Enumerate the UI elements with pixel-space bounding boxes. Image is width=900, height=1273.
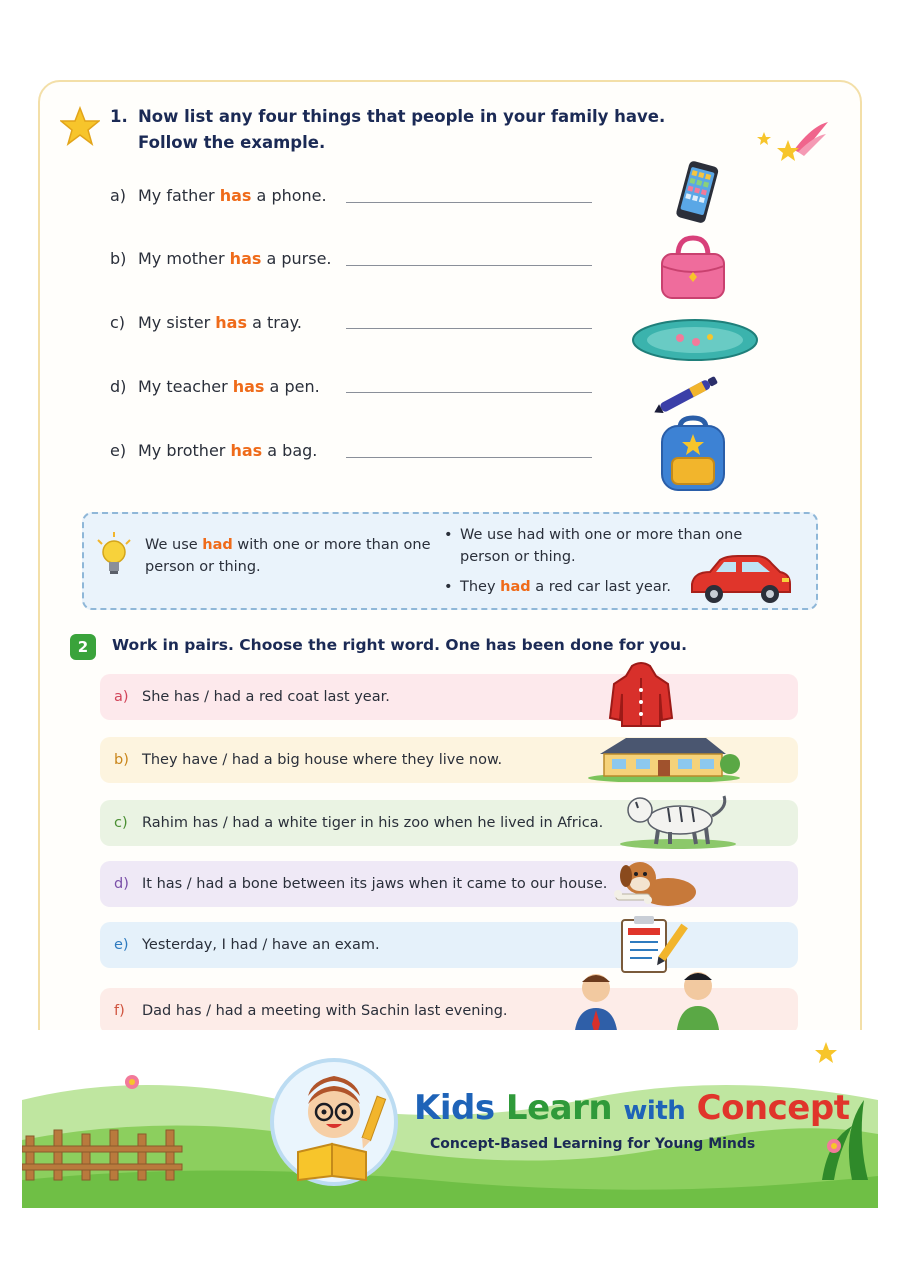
item-subject: My brother <box>138 440 226 460</box>
coat-icon <box>606 660 676 730</box>
brand-learn: Learn <box>505 1088 613 1128</box>
lightbulb-icon <box>94 532 134 580</box>
item-letter: e) <box>110 440 127 460</box>
item-verb: has <box>219 185 252 205</box>
brand-concept: Concept <box>696 1088 850 1128</box>
brand-title <box>414 1088 849 1128</box>
tip-after: with one or more than one person or thing. <box>145 537 431 575</box>
tip-bullet: • We use had with one or more than one person or thing. <box>444 524 764 568</box>
item-letter: c) <box>114 815 128 831</box>
item-object: a bag. <box>267 440 318 460</box>
item-letter: c) <box>110 312 126 332</box>
brand-kids: Kids <box>414 1088 495 1128</box>
item-subject: My teacher <box>138 376 228 396</box>
item-object: a purse. <box>266 248 332 268</box>
phone-icon <box>668 160 726 226</box>
item-letter: d) <box>114 876 129 892</box>
pen-icon <box>648 372 726 418</box>
item-object: a phone. <box>256 185 327 205</box>
item-verb: has <box>232 376 265 396</box>
item-object: a tray. <box>252 312 302 332</box>
tray-icon <box>630 316 760 364</box>
title-line-1: Now list any four things that people in your family have. <box>138 107 666 126</box>
item-letter: d) <box>110 376 127 396</box>
item-subject: My mother <box>138 248 225 268</box>
item-sentence[interactable]: They have / had a big house where they live now. <box>142 752 503 768</box>
tiger-icon <box>616 788 740 850</box>
shooting-star-icon <box>752 114 832 164</box>
exercise-1-item <box>110 371 610 401</box>
item-sentence[interactable]: Yesterday, I had / have an exam. <box>142 937 380 953</box>
exercise-number: 1. <box>110 107 128 126</box>
item-letter: f) <box>114 1003 125 1019</box>
item-object: a pen. <box>269 376 320 396</box>
item-letter: a) <box>110 185 127 205</box>
item-letter: b) <box>114 752 129 768</box>
item-verb: has <box>229 248 262 268</box>
item-sentence[interactable]: She has / had a red coat last year. <box>142 689 390 705</box>
item-letter: e) <box>114 937 129 953</box>
bullet-before: They <box>460 579 496 595</box>
exercise-1-item <box>110 180 610 210</box>
brand-with: with <box>623 1096 686 1126</box>
item-verb: has <box>230 440 263 460</box>
bullet-after: a red car last year. <box>535 579 671 595</box>
answer-line[interactable] <box>346 392 592 393</box>
item-sentence[interactable]: Dad has / had a meeting with Sachin last evening. <box>142 1003 508 1019</box>
choice-item <box>100 922 798 968</box>
brand-tagline: Concept-Based Learning for Young Minds <box>430 1136 756 1152</box>
item-subject: My father <box>138 185 215 205</box>
item-letter: a) <box>114 689 129 705</box>
red-car-icon <box>686 550 794 606</box>
title-line-2: Follow the example. <box>138 133 326 152</box>
item-verb: has <box>215 312 247 332</box>
answer-line[interactable] <box>346 265 592 266</box>
answer-line[interactable] <box>346 202 592 203</box>
tip-verb: had <box>202 537 233 553</box>
item-sentence[interactable]: Rahim has / had a white tiger in his zoo when he lived in Africa. <box>142 815 604 831</box>
purse-icon <box>656 234 730 302</box>
house-icon <box>586 734 742 782</box>
answer-line[interactable] <box>346 328 592 329</box>
item-letter: b) <box>110 248 127 268</box>
exercise-1-item <box>110 435 610 465</box>
answer-line[interactable] <box>346 457 592 458</box>
exercise-2-badge: 2 <box>70 634 96 660</box>
exercise-1-item <box>110 243 610 273</box>
exercise-2-title: Work in pairs. Choose the right word. One has been done for you. <box>112 636 687 654</box>
star-icon <box>60 106 100 146</box>
choice-item <box>100 674 798 720</box>
dog-icon <box>612 854 702 912</box>
tip-text <box>145 534 435 578</box>
tip-before: We use <box>145 537 198 553</box>
exercise-1-item <box>110 307 610 337</box>
backpack-icon <box>652 414 734 494</box>
exercise-1-title <box>110 104 665 156</box>
bullet-verb: had <box>500 579 531 595</box>
item-sentence[interactable]: It has / had a bone between its jaws when it came to our house. <box>142 876 608 892</box>
mascot-logo <box>268 1056 400 1188</box>
item-subject: My sister <box>138 312 211 332</box>
